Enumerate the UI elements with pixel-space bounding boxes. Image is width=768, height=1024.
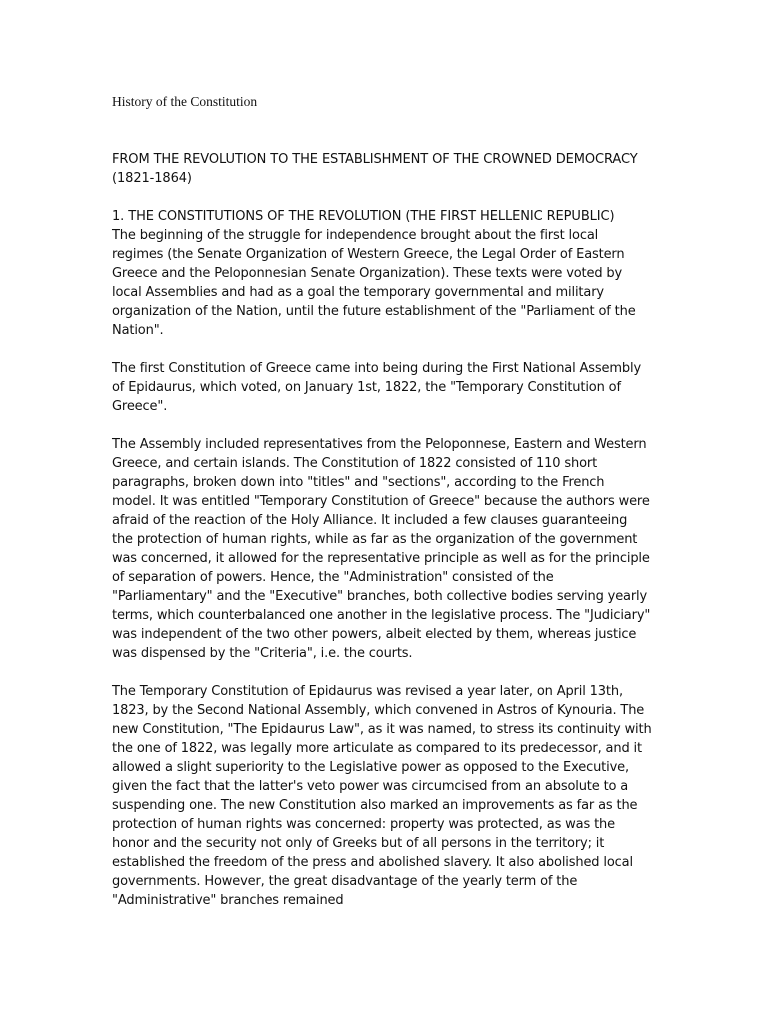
document-title: History of the Constitution (112, 94, 258, 109)
paragraph-3: The Assembly included representatives from the Peloponnese, Eastern and Western Greece, and certain islands. The Constitution of 1822 consisted of 110 short paragraphs, broken down into "titles" and "sections", according to the French model. It was entitled "Temporary Constitution of Greece" because the authors were afraid of the reaction of the Holy Alliance. It included a few clauses guaranteeing the protection of human rights, while as far as the organization of the government was concerned, it allowed for the representative principle as well as for the principle of separation of powers. Hence, the "Administration" consisted of the "Parliamentary" and the "Executive" branches, both collective bodies serving yearly terms, which counterbalanced one another in the legislative process. The "Judiciary" was independent of the two other powers, albeit elected by them, whereas justice was dispensed by the "Criteria", i.e. the courts. (112, 437, 651, 661)
document-page (112, 93, 652, 929)
paragraph-1: The beginning of the struggle for independence brought about the first local regimes (the Senate Organization of Western Greece, the Legal Order of Eastern Greece and the Peloponnesian Senate Organization). These texts were voted by local Assemblies and had as a goal the temporary governmental and military organization of the Nation, until the future establishment of the "Parliament of the Nation". (112, 228, 636, 338)
main-heading: FROM THE REVOLUTION TO THE ESTABLISHMENT OF THE CROWNED DEMOCRACY (1821-1864) (112, 152, 638, 186)
section-heading: 1. THE CONSTITUTIONS OF THE REVOLUTION (THE FIRST HELLENIC REPUBLIC) (112, 209, 615, 224)
paragraph-4: The Temporary Constitution of Epidaurus was revised a year later, on April 13th, 1823, by the Second National Assembly, which convened in Astros of Kynouria. The new Constitution, "The Epidaurus Law", as it was named, to stress its continuity with the one of 1822, was legally more articulate as compared to its predecessor, and it allowed a slight superiority to the Legislative power as opposed to the Executive, given the fact that the latter's veto power was circumcised from an absolute to a suspending one. The new Constitution also marked an improvements as far as the protection of human rights was concerned: property was protected, as was the honor and the security not only of Greeks but of all persons in the territory; it established the freedom of the press and abolished slavery. It also abolished local governments. However, the great disadvantage of the yearly term of the "Administrative" branches remained (112, 684, 652, 908)
paragraph-2: The first Constitution of Greece came into being during the First National Assembly of Epidaurus, which voted, on January 1st, 1822, the "Temporary Constitution of Greece". (112, 361, 642, 414)
